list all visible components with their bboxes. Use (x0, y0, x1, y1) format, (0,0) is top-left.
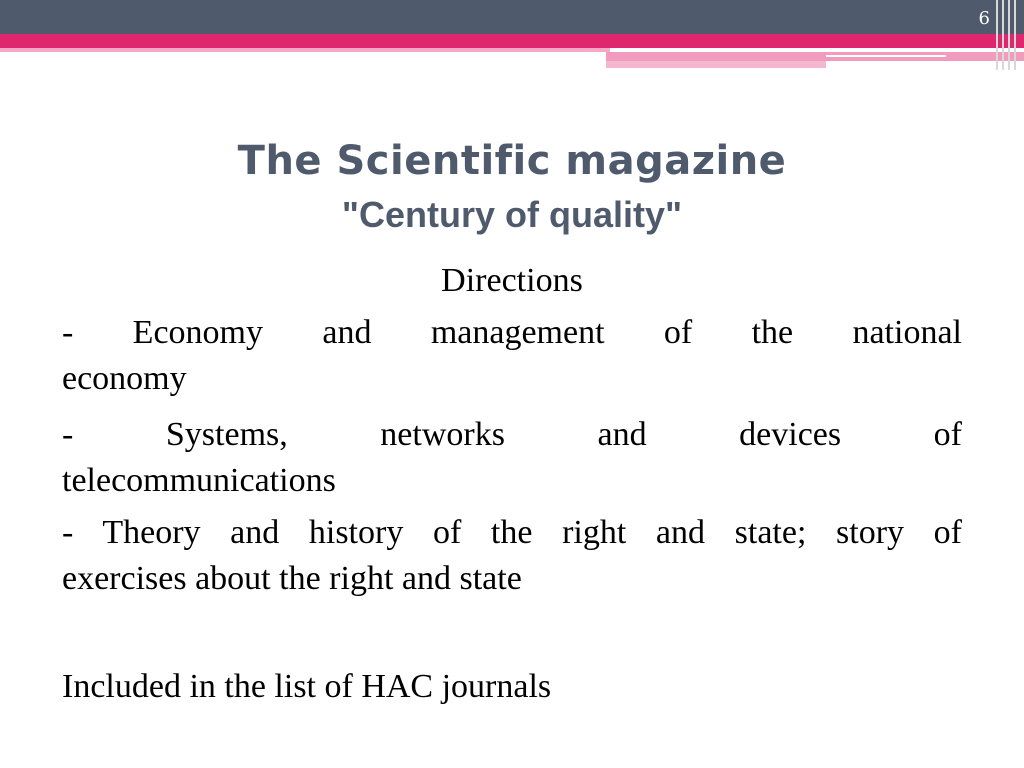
list-item-line: economy (62, 360, 187, 397)
accent-stripe (0, 48, 610, 52)
list-item (62, 412, 962, 504)
edge-decoration (994, 0, 1024, 70)
slide-title: The Scientific magazine (237, 138, 787, 184)
accent-stripe-light (606, 52, 1024, 61)
page-number: 6 (978, 8, 990, 29)
accent-stripe-light (606, 61, 826, 68)
section-heading: Directions (441, 262, 583, 299)
list-item-line: - Systems, networks and devices of (62, 416, 962, 453)
list-item-line: - Economy and management of the national (62, 314, 962, 351)
list-item-line: exercises about the right and state (62, 560, 522, 597)
accent-bar (0, 34, 1024, 48)
list-item (62, 310, 962, 402)
slide-subtitle: "Century of quality" (341, 194, 683, 235)
accent-stripe-highlight (826, 55, 946, 57)
list-item-line: - Theory and history of the right and state; story of (62, 514, 962, 551)
list-item (62, 510, 962, 602)
footer-note: Included in the list of HAC journals (62, 668, 552, 705)
header-bar (0, 0, 1024, 34)
list-item-line: telecommunications (62, 462, 336, 499)
